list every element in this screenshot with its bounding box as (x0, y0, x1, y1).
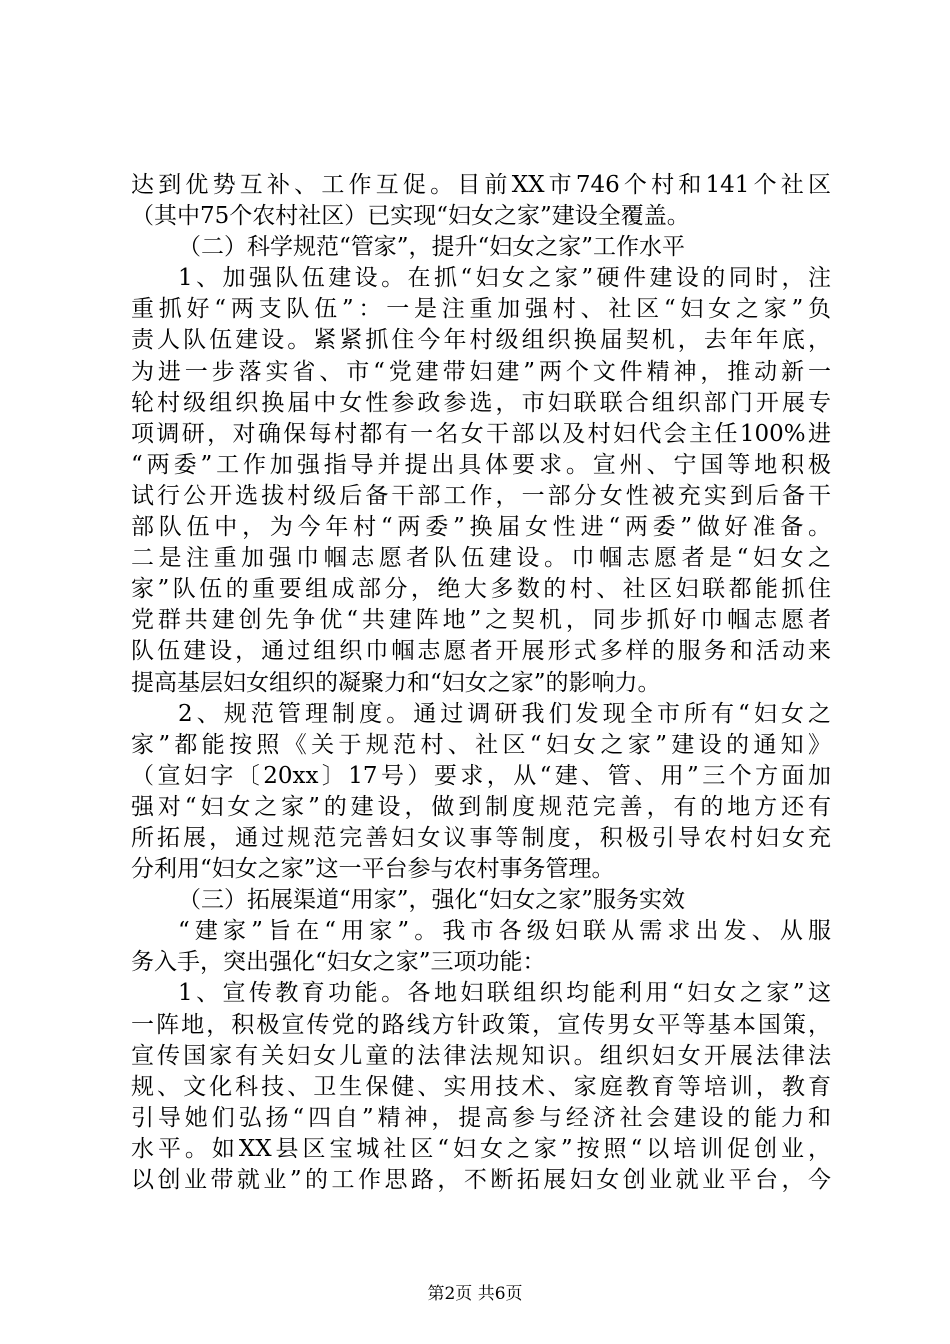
text-line: 宣传国家有关妇女儿童的法律法规知识。组织妇女开展法律法 (131, 1042, 831, 1069)
text-line: 一阵地，积极宣传党的路线方针政策，宣传男女平等基本国策， (131, 1011, 831, 1038)
text-line: 分利用“妇女之家”这一平台参与农村事务管理。 (131, 856, 615, 883)
text-line: 务入手，突出强化“妇女之家”三项功能： (131, 949, 546, 976)
text-line: 1、加强队伍建设。在抓“妇女之家”硬件建设的同时，注 (178, 265, 831, 292)
text-line: 责人队伍建设。紧紧抓住今年村级组织换届契机，去年年底， (131, 327, 831, 354)
text-line: “建家”旨在“用家”。我市各级妇联从需求出发、从服 (178, 918, 831, 945)
section-heading: （三）拓展渠道“用家”，强化“妇女之家”服务实效 (178, 887, 686, 914)
text-line: 部队伍中，为今年村“两委”换届女性进“两委”做好准备。 (131, 514, 831, 541)
text-line: （其中75个农村社区）已实现“妇女之家”建设全覆盖。 (131, 203, 690, 230)
text-line: 2、规范管理制度。通过调研我们发现全市所有“妇女之 (178, 700, 831, 727)
text-line: 队伍建设，通过组织巾帼志愿者开展形式多样的服务和活动来 (131, 638, 831, 665)
text-line: 以创业带就业”的工作思路，不断拓展妇女创业就业平台，今 (131, 1167, 831, 1193)
text-line: 家”队伍的重要组成部分，绝大多数的村、社区妇联都能抓住 (131, 576, 831, 603)
text-line: 党群共建创先争优“共建阵地”之契机，同步抓好巾帼志愿者 (131, 607, 831, 634)
document-body (131, 170, 831, 1196)
text-line: 1、宣传教育功能。各地妇联组织均能利用“妇女之家”这 (178, 980, 831, 1007)
text-line: （宣妇字〔20xx〕17号）要求，从“建、管、用”三个方面加 (131, 762, 831, 789)
text-line: 达到优势互补、工作互促。目前XX市746个村和141个社区 (131, 172, 831, 198)
text-line: 规、文化科技、卫生保健、实用技术、家庭教育等培训，教育 (131, 1073, 831, 1100)
text-line: 所拓展，通过规范完善妇女议事等制度，积极引导农村妇女充 (131, 824, 831, 851)
text-line: 家”都能按照《关于规范村、社区“妇女之家”建设的通知》 (131, 731, 831, 758)
text-line: 轮村级组织换届中女性参政参选，市妇联联合组织部门开展专 (131, 389, 831, 416)
text-line: 水平。如XX县区宝城社区“妇女之家”按照“以培训促创业， (131, 1135, 831, 1162)
text-line: “两委”工作加强指导并提出具体要求。宣州、宁国等地积极 (131, 451, 831, 478)
section-heading: （二）科学规范“管家”，提升“妇女之家”工作水平 (178, 234, 686, 261)
text-line: 引导她们弘扬“四自”精神，提高参与经济社会建设的能力和 (131, 1104, 831, 1131)
text-line: 为进一步落实省、市“党建带妇建”两个文件精神，推动新一 (131, 358, 831, 385)
text-line: 试行公开选拔村级后备干部工作，一部分女性被充实到后备干 (131, 482, 831, 509)
page-footer: 第2页 共6页 (427, 1284, 523, 1304)
text-line: 强对“妇女之家”的建设，做到制度规范完善，有的地方还有 (131, 793, 831, 820)
text-line: 项调研，对确保每村都有一名女干部以及村妇代会主任100%进 (131, 420, 831, 447)
text-line: 重抓好“两支队伍”：一是注重加强村、社区“妇女之家”负 (131, 296, 831, 323)
text-line: 二是注重加强巾帼志愿者队伍建设。巾帼志愿者是“妇女之 (131, 545, 831, 572)
text-line: 提高基层妇女组织的凝聚力和“妇女之家”的影响力。 (131, 669, 661, 696)
